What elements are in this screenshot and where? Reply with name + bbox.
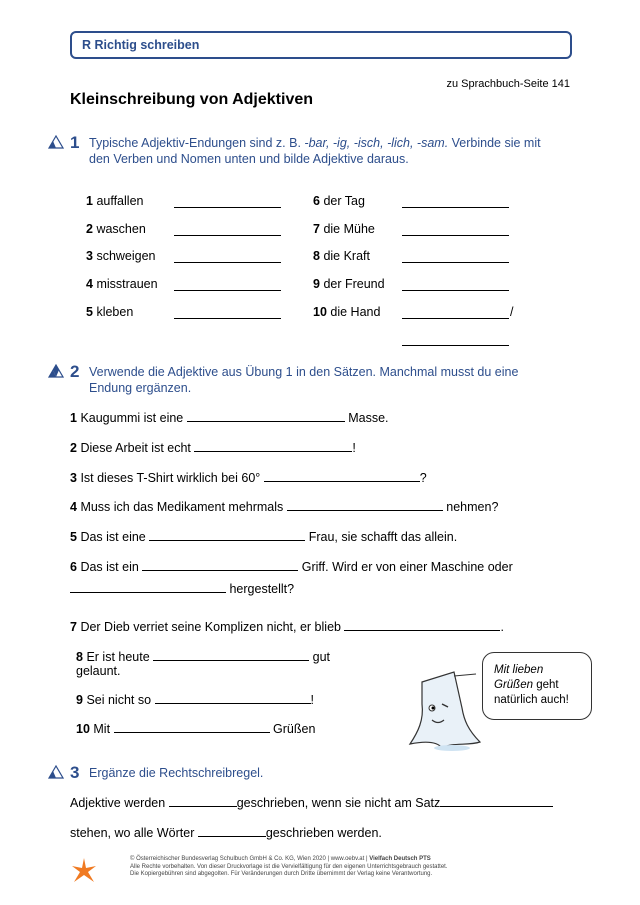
answer-blank[interactable] bbox=[440, 796, 553, 807]
answer-blank[interactable] bbox=[402, 318, 509, 319]
word-item: 5 kleben bbox=[86, 305, 134, 319]
footer-copyright: © Österreichischer Bundesverlag Schulbuch GmbH & Co. KG, Wien 2020 | www.oebv.at | Vielfach Deutsch PTS Alle Rechte vorbehalten. Von dieser Druckvorlage ist die Vervielfältigung für den eigenen Unterrichtsgebrauch gestattet. Die Kopiergebühren sind abgegolten. Für Veränderungen durch Dritte übernimmt der Verlag keine Verantwortung. bbox=[130, 856, 448, 877]
speech-bubble-text: Mit lieben Grüßen geht natürlich auch! bbox=[494, 664, 569, 706]
page-title: Kleinschreibung von Adjektiven bbox=[70, 91, 314, 108]
answer-blank[interactable] bbox=[174, 318, 281, 319]
word-item: 1 auffallen bbox=[86, 194, 144, 208]
answer-blank[interactable] bbox=[344, 620, 500, 631]
answer-blank[interactable] bbox=[194, 441, 352, 452]
sentence-1: 1 Kaugummi ist eine Masse. bbox=[70, 411, 389, 425]
section-header-label: R Richtig schreiben bbox=[82, 38, 200, 52]
answer-blank[interactable] bbox=[169, 796, 237, 807]
sentence-8-continued: gelaunt. bbox=[76, 664, 121, 678]
answer-blank[interactable] bbox=[149, 530, 305, 541]
exercise-3-number: 3 bbox=[70, 763, 80, 782]
publisher-logo-icon bbox=[70, 856, 98, 884]
answer-blank[interactable] bbox=[155, 693, 311, 704]
word-item: 6 der Tag bbox=[313, 194, 365, 208]
difficulty-level-icon bbox=[48, 765, 64, 779]
sentence-7: 7 Der Dieb verriet seine Komplizen nicht, er blieb . bbox=[70, 620, 504, 634]
exercise-3-instruction: Ergänze die Rechtschreibregel. bbox=[89, 766, 264, 780]
slash-separator: / bbox=[510, 305, 514, 319]
page-reference: zu Sprachbuch-Seite 141 bbox=[446, 78, 570, 90]
answer-blank[interactable] bbox=[402, 290, 509, 291]
word-item: 4 misstrauen bbox=[86, 277, 158, 291]
sentence-9: 9 Sei nicht so ! bbox=[76, 693, 315, 707]
exercise-1-number: 1 bbox=[70, 133, 80, 152]
rule-line-1: Adjektive werden geschrieben, wenn sie nicht am Satz bbox=[70, 796, 553, 810]
answer-blank[interactable] bbox=[402, 345, 509, 346]
section-header bbox=[70, 31, 572, 59]
answer-blank[interactable] bbox=[402, 235, 509, 236]
exercise-1-instruction: Typische Adjektiv-Endungen sind z. B. -bar, -ig, -isch, -lich, -sam. Verbinde sie mit den Verben und Nomen unten und bilde Adjektive daraus. bbox=[89, 136, 541, 166]
sentence-10: 10 Mit Grüßen bbox=[76, 722, 316, 736]
answer-blank[interactable] bbox=[287, 500, 443, 511]
sentence-6-continued: hergestellt? bbox=[70, 582, 294, 596]
difficulty-level-icon bbox=[48, 364, 64, 378]
rule-line-2: stehen, wo alle Wörter geschrieben werden. bbox=[70, 826, 382, 840]
answer-blank[interactable] bbox=[114, 722, 270, 733]
answer-blank[interactable] bbox=[402, 207, 509, 208]
word-item: 8 die Kraft bbox=[313, 249, 370, 263]
answer-blank[interactable] bbox=[70, 582, 226, 593]
exercise-2-instruction: Verwende die Adjektive aus Übung 1 in den Sätzen. Manchmal musst du eine Endung ergänzen. bbox=[89, 365, 519, 395]
word-item: 2 waschen bbox=[86, 222, 146, 236]
answer-blank[interactable] bbox=[264, 471, 420, 482]
answer-blank[interactable] bbox=[174, 290, 281, 291]
answer-blank[interactable] bbox=[142, 560, 298, 571]
answer-blank[interactable] bbox=[174, 235, 281, 236]
sentence-4: 4 Muss ich das Medikament mehrmals nehmen? bbox=[70, 500, 499, 514]
word-item: 10 die Hand bbox=[313, 305, 381, 319]
mascot-icon bbox=[402, 668, 486, 752]
answer-blank[interactable] bbox=[402, 262, 509, 263]
sentence-2: 2 Diese Arbeit ist echt ! bbox=[70, 441, 356, 455]
sentence-3: 3 Ist dieses T-Shirt wirklich bei 60° ? bbox=[70, 471, 427, 485]
answer-blank[interactable] bbox=[174, 207, 281, 208]
difficulty-level-icon bbox=[48, 135, 64, 149]
word-item: 7 die Mühe bbox=[313, 222, 375, 236]
answer-blank[interactable] bbox=[187, 411, 345, 422]
sentence-8: 8 Er ist heute gut bbox=[76, 650, 331, 664]
answer-blank[interactable] bbox=[174, 262, 281, 263]
word-item: 9 der Freund bbox=[313, 277, 385, 291]
answer-blank[interactable] bbox=[153, 650, 309, 661]
answer-blank[interactable] bbox=[198, 826, 266, 837]
word-item: 3 schweigen bbox=[86, 249, 156, 263]
sentence-6: 6 Das ist ein Griff. Wird er von einer Maschine oder bbox=[70, 560, 513, 574]
exercise-2-number: 2 bbox=[70, 362, 80, 381]
sentence-5: 5 Das ist eine Frau, sie schafft das allein. bbox=[70, 530, 458, 544]
